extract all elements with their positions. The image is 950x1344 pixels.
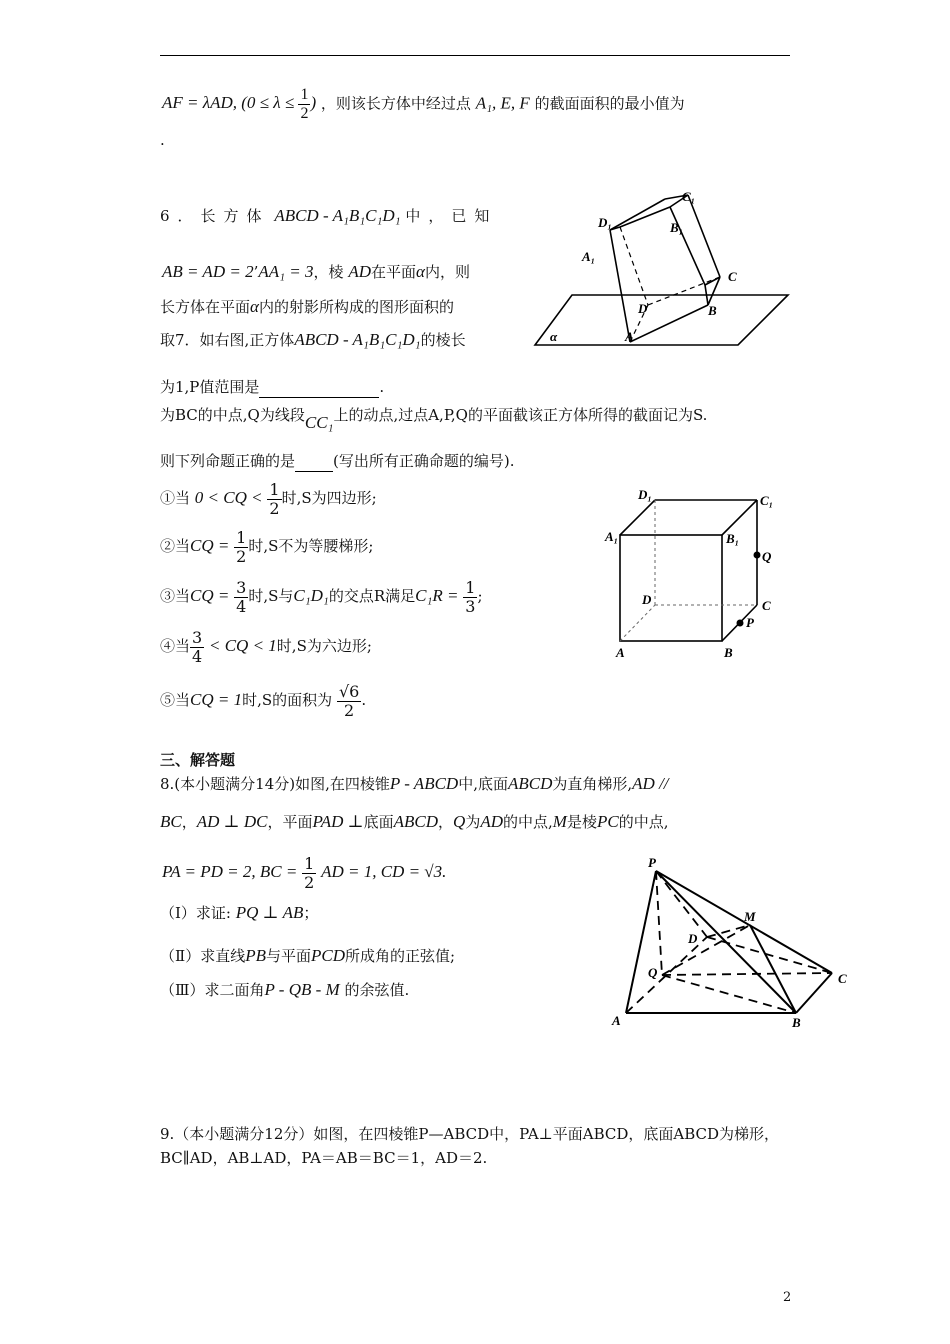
q5-dot: . [160,131,165,149]
q6-line5: 为1,P值范围是 . [160,378,385,396]
q7-option-4: ④当 $\frac{3}{4}$ < CQ < 1时,S为六边形; [160,627,372,666]
q6-line4: 取7．如右图,正方体ABCD - A₁B₁C₁D₁的棱长 [160,330,466,349]
fig3-label-P: P [648,855,656,870]
q6-line2: AB = AD = 2’AA₁ = 3，棱 AD在平面α内，则 [162,262,470,281]
fig2-point-Q [754,552,761,559]
answer-blank-1[interactable] [259,377,379,398]
fig1-label-C: C [728,269,737,284]
fig1-label-D1: D₁ [598,215,612,230]
header-rule [160,55,790,56]
fig1-label-C1: C₁ [682,189,696,204]
q5-tail-line [162,86,685,123]
q8-line2: BC，AD ⊥ DC，平面PAD ⊥底面ABCD，Q为AD的中点,M是棱PC的中点, [160,812,669,831]
q9-line1: 9.（本小题满分12分）如图，在四棱锥P—ABCD中，PA⊥平面ABCD，底面ABCD为梯形， [160,1125,780,1143]
fig2-label-C1: C₁ [760,493,774,508]
fig2-label-P: P [746,615,754,630]
fig2-point-P [737,620,744,627]
q8-item-1: （Ⅰ）求证: PQ ⊥ AB； [160,903,319,922]
fig1-label-B: B [708,303,717,318]
q8-item-2: （Ⅱ）求直线PB与平面PCD所成角的正弦值; [160,946,456,965]
q5-formula: AF = λAD, (0 ≤ λ ≤ $\frac{1}{2}$ ) [162,86,317,122]
q7-option-5: ⑤当CQ = 1时,S的面积为 $\frac{√6}{2}$ . [160,681,367,720]
q7-line1: 为BC的中点,Q为线段CC₁上的动点,过点A,P,Q的平面截该正方体所得的截面记为S. [160,406,708,432]
q7-option-2: ②当CQ = $\frac{1}{2}$ 时,S不为等腰梯形; [160,527,374,566]
fig3-label-A: A [612,1013,621,1028]
fig1-label-A1: A₁ [582,249,596,264]
fig1-label-B1: B₁ [670,220,684,235]
fig2-label-A: A [616,645,625,660]
answer-blank-2[interactable] [295,451,333,472]
fig2-label-A1: A₁ [605,529,619,544]
fig1-label-D: D [638,301,648,316]
fig2-label-Q: Q [762,549,772,564]
fig2-label-B1: B₁ [726,531,740,546]
fig3-label-D: D [688,931,698,946]
q5-text: ，则该长方体中经过点 [320,94,471,113]
q5-text2: 的截面面积的最小值为 [534,94,685,113]
figure-box-on-plane [530,185,800,355]
q7-line2: 则下列命题正确的是 (写出所有正确命题的编号). [160,452,515,470]
fig2-label-D: D [642,592,652,607]
fig1-label-alpha: α [550,329,558,344]
q5-points: A₁, E, F [475,93,530,113]
q6-line1: 6．长方体 ABCD - A₁B₁C₁D₁ 中，已知 [160,206,498,225]
figure-cube [600,485,800,665]
figure-pyramid [612,855,852,1035]
section-title: 三、解答题 [160,751,236,769]
fig2-label-B: B [724,645,733,660]
fig1-label-A: A [625,329,634,344]
q6-line3: 长方体在平面α内的射影所构成的图形面积的 [160,297,454,316]
fig2-label-D1: D₁ [638,487,652,502]
q8-line3: PA = PD = 2, BC = $\frac{1}{2}$ AD = 1, CD = √3. [162,853,447,892]
fig3-label-B: B [792,1015,801,1030]
q8-item-3: （Ⅲ）求二面角P - QB - M 的余弦值. [160,980,410,999]
page-number: 2 [783,1290,792,1305]
fig2-label-C: C [762,598,771,613]
q7-option-1: ①当 0 < CQ < $\frac{1}{2}$ 时,S为四边形; [160,479,377,518]
q8-line1: 8.(本小题满分14分)如图,在四棱锥P - ABCD中,底面ABCD为直角梯形,AD // [160,774,669,793]
q7-option-3: ③当CQ = $\frac{3}{4}$ 时,S与C₁D₁的交点R满足C₁R = $\frac{1}{3}$ ; [160,577,483,616]
fig3-label-C: C [838,971,847,986]
q9-line2: BC∥AD，AB⊥AD，PA＝AB＝BC＝1，AD＝2. [160,1149,488,1167]
fig3-label-M: M [744,909,756,924]
fig3-label-Q: Q [648,965,658,980]
